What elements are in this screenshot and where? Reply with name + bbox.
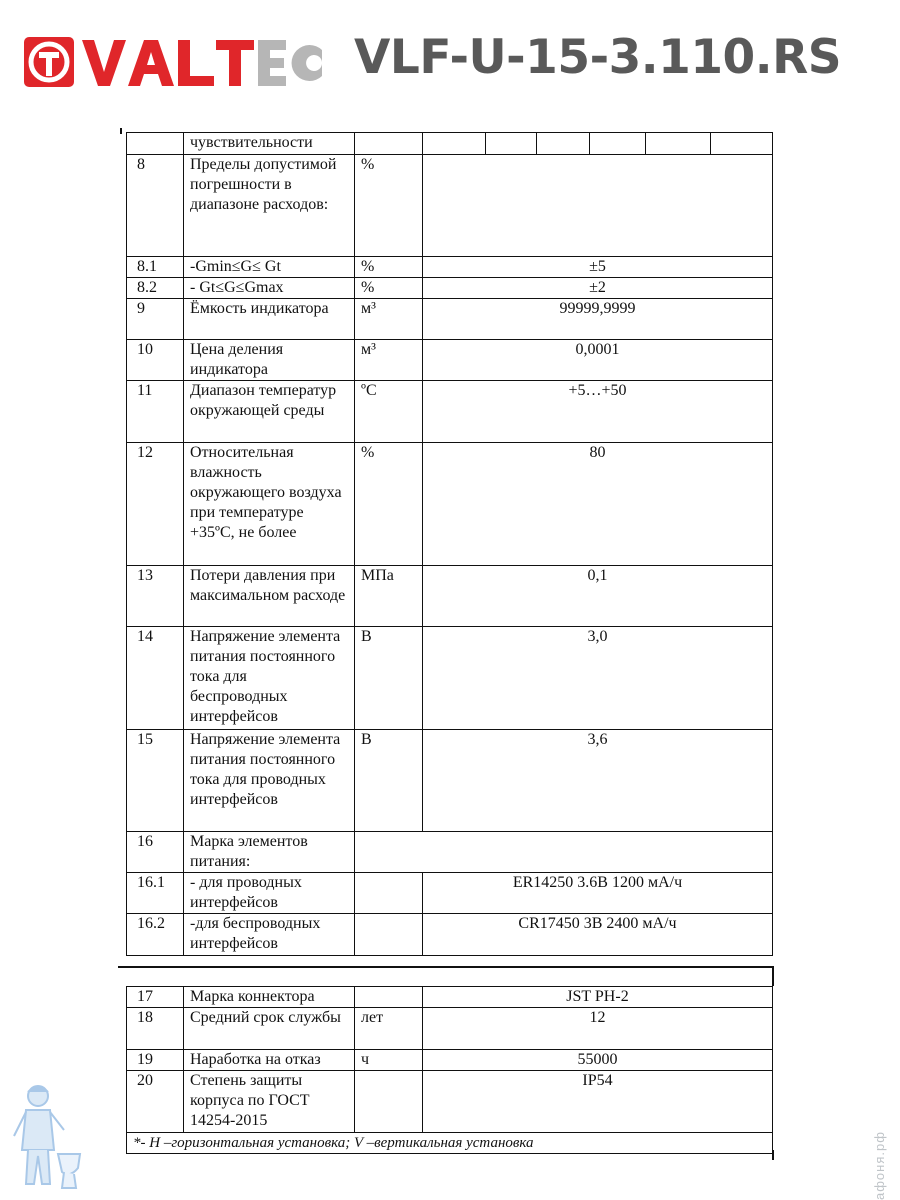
watermark: афоня.рф <box>872 1131 887 1200</box>
row-name: Средний срок службы <box>184 1008 355 1050</box>
row-unit <box>355 987 423 1008</box>
row-value: 0,1 <box>423 566 773 627</box>
row-unit <box>355 914 423 956</box>
row-unit: МПа <box>355 566 423 627</box>
row-value: 3,0 <box>423 627 773 730</box>
table-row <box>127 299 773 340</box>
row-value: 55000 <box>423 1050 773 1071</box>
page-break-side <box>772 966 774 986</box>
row-unit: м³ <box>355 299 423 340</box>
table-row <box>127 381 773 443</box>
row-value: 80 <box>423 443 773 566</box>
spec-table-2 <box>126 986 773 1154</box>
row-value: 3,6 <box>423 730 773 832</box>
row-number: 16 <box>127 832 184 873</box>
row-unit <box>355 873 423 914</box>
row-number: 15 <box>127 730 184 832</box>
row-number: 18 <box>127 1008 184 1050</box>
row-value: JST PH-2 <box>423 987 773 1008</box>
spec-table-1 <box>126 132 773 956</box>
row-number: 20 <box>127 1071 184 1133</box>
row-number: 14 <box>127 627 184 730</box>
row-value: 0,0001 <box>423 340 773 381</box>
row-unit: ºС <box>355 381 423 443</box>
row-number <box>127 133 184 155</box>
table-row <box>127 627 773 730</box>
row-number: 12 <box>127 443 184 566</box>
table-row <box>127 1008 773 1050</box>
row-value: CR17450 3В 2400 мА/ч <box>423 914 773 956</box>
row-name: Пределы допустимой погрешности в диапазоне расходов: <box>184 155 355 257</box>
row-unit: % <box>355 257 423 278</box>
valtec-logo <box>24 34 324 90</box>
row-name: Марка коннектора <box>184 987 355 1008</box>
row-number: 11 <box>127 381 184 443</box>
row-unit: % <box>355 443 423 566</box>
row-number: 10 <box>127 340 184 381</box>
row-value: ER14250 3.6В 1200 мА/ч <box>423 873 773 914</box>
row-value: IP54 <box>423 1071 773 1133</box>
table-row <box>127 278 773 299</box>
footnote: *- H –горизонтальная установка; V –вертикальная установка <box>127 1133 773 1154</box>
table-row <box>127 730 773 832</box>
table-row <box>127 566 773 627</box>
row-number: 16.1 <box>127 873 184 914</box>
row-number: 8 <box>127 155 184 257</box>
row-name: Степень защиты корпуса по ГОСТ 14254-2015 <box>184 1071 355 1133</box>
row-name: Потери давления при максимальном расходе <box>184 566 355 627</box>
row-value: 12 <box>423 1008 773 1050</box>
row-name: Диапазон температур окружающей среды <box>184 381 355 443</box>
row-name: - для проводных интерфейсов <box>184 873 355 914</box>
row-name: Наработка на отказ <box>184 1050 355 1071</box>
row-number: 19 <box>127 1050 184 1071</box>
header <box>24 30 884 90</box>
row-number: 9 <box>127 299 184 340</box>
row-name: чувствительности <box>184 133 355 155</box>
row-unit: % <box>355 155 423 257</box>
table-row <box>127 873 773 914</box>
row-value <box>355 832 773 873</box>
row-name: - Gt≤G≤Gmax <box>184 278 355 299</box>
row-number: 17 <box>127 987 184 1008</box>
row-number: 13 <box>127 566 184 627</box>
row-name: Ёмкость индикатора <box>184 299 355 340</box>
row-name: Цена деления индикатора <box>184 340 355 381</box>
table-row <box>127 832 773 873</box>
model-title: VLF-U-15-3.110.RS <box>354 30 842 85</box>
row-number: 8.1 <box>127 257 184 278</box>
row-unit: лет <box>355 1008 423 1050</box>
row-value: ±2 <box>423 278 773 299</box>
page-break-line <box>118 966 774 968</box>
row-unit <box>355 1071 423 1133</box>
table-row <box>127 155 773 257</box>
row-unit: м³ <box>355 340 423 381</box>
row-name: Марка элементов питания: <box>184 832 355 873</box>
table-row <box>127 443 773 566</box>
row-unit: В <box>355 730 423 832</box>
table-row <box>127 987 773 1008</box>
table-row <box>127 914 773 956</box>
row-value: ±5 <box>423 257 773 278</box>
row-unit <box>355 133 423 155</box>
row-value: 99999,9999 <box>423 299 773 340</box>
row-name: Напряжение элемента питания постоянного тока для беспроводных интерфейсов <box>184 627 355 730</box>
row-value <box>423 155 773 257</box>
table-row <box>127 1071 773 1133</box>
row-value-split <box>423 133 773 155</box>
row-number: 16.2 <box>127 914 184 956</box>
row-number: 8.2 <box>127 278 184 299</box>
table-row <box>127 340 773 381</box>
row-unit: ч <box>355 1050 423 1071</box>
table-row <box>127 257 773 278</box>
plumber-mascot-icon <box>6 1080 86 1192</box>
row-value: +5…+50 <box>423 381 773 443</box>
row-name: -Gmin≤G≤ Gt <box>184 257 355 278</box>
row-unit: % <box>355 278 423 299</box>
row-name: -для беспроводных интерфейсов <box>184 914 355 956</box>
row-name: Относительная влажность окружающего воздуха при температуре +35ºС, не более <box>184 443 355 566</box>
row-unit: В <box>355 627 423 730</box>
table-row <box>127 133 773 155</box>
page-break-side <box>120 128 122 134</box>
table-row <box>127 1133 773 1154</box>
row-name: Напряжение элемента питания постоянного тока для проводных интерфейсов <box>184 730 355 832</box>
table-row <box>127 1050 773 1071</box>
